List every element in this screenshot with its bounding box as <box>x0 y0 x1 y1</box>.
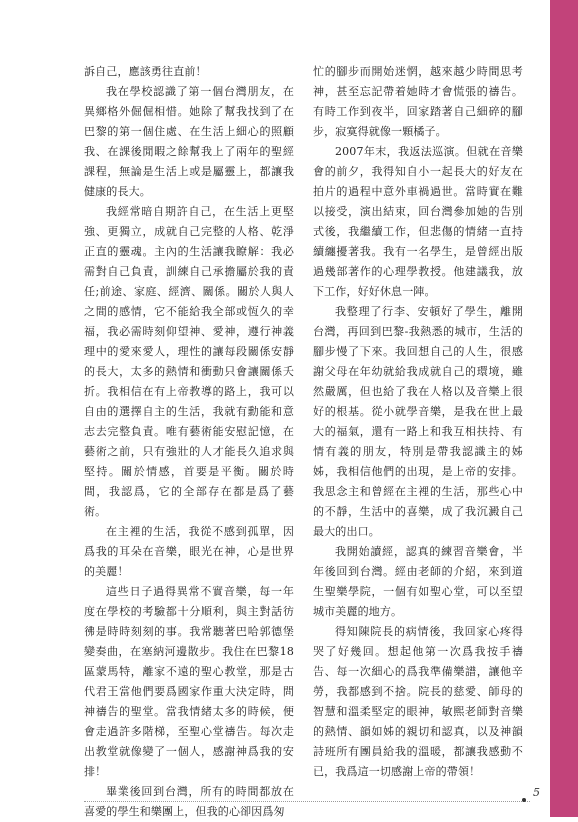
paragraph: 我整理了行李、安頓好了學生，離開台灣，再回到巴黎-我熱悉的城市，生活的腳步慢了下來。我回想自己的人生，很感謝父母在年幼就給我成就自己的環境，雖然嚴厲，但也給了我在人格以及音樂上很好的根基。從小就學音樂，是我在世上最大的福氣，還有一路上和我互相扶持、有情有義的朋友，特別是帶我認識主的姊姊，我相信他們的出現，是上帝的安排。我思念主和曾經在主裡的生活，那些心中的不靜，生活中的喜樂，成了我沉澱自己最大的出口。 <box>313 305 523 538</box>
paragraph: 在主裡的生活，我從不感到孤單，因爲我的耳朵在音樂，眼光在神，心是世界的美麗！ <box>84 525 294 578</box>
paragraph: 忙的腳步而開始迷惘，越來越少時間思考神，甚至忘記帶着她時才會慌張的禱告。有時工作到夜半，回家踏著自己細碎的腳步，寂寞得就像一顆橘子。 <box>313 65 523 138</box>
right-text-column <box>313 62 523 782</box>
page-number: 5 <box>533 786 540 799</box>
footer-divider <box>84 801 530 802</box>
paragraph: 畢業後回到台灣，所有的時間都放在喜愛的學生和樂團上，但我的心卻因爲匆 <box>84 785 294 818</box>
paragraph: 得知陳院長的病情後，我回家心疼得哭了好幾回。想起他第一次爲我按手禱告、每一次細心的爲我準備樂譜，讓他辛勞，我都感到不捨。院長的慈愛、師母的智慧和溫柔堅定的眼神，敏熙老師對音樂的熱情、韻如姊的親切和認真，以及神韻詩班所有團員給我的溫暖，都讓我感動不已，我爲這一切感謝上帝的帶領！ <box>313 625 523 778</box>
paragraph: 2007年末，我返法巡演。但就在音樂會的前夕，我得知自小一起長大的好友在拍片的過程中意外車禍過世。當時實在難以接受，演出結束，回台灣參加她的告別式後，我繼續工作，但悲傷的情緒一直持續纏擾著我。我有一名學生，是曾經出版過幾部著作的心理學教授。他建議我，放下工作，好好休息一陣。 <box>313 145 523 298</box>
left-text-column <box>84 62 294 822</box>
paragraph: 這些日子過得異常不實音樂，每一年度在學校的考驗都十分順利，與主對話彷彿是時時刻刻的事。我常聽著巴哈郭德堡變奏曲，在塞納河邊散步。我住在巴黎18區蒙馬特，離家不遠的聖心教堂，那是古代君王當他們要爲國家作重大決定時，問神禱告的聖堂。當我情緒太多的時候，便會走過許多階梯，至聖心堂禱告。每次走出教堂就像變了一個人，感謝神爲我的安排！ <box>84 585 294 778</box>
paragraph: 我開始讀經，認真的練習音樂會，半年後回到台灣。經由老師的介紹，來到道生聖樂學院，一個有如聖心堂，可以至望城市美麗的地方。 <box>313 545 523 618</box>
paragraph: 訴自己，應該勇往直前！ <box>84 65 207 78</box>
footer-bullet-icon <box>522 798 526 802</box>
decorative-side-stripe <box>550 0 578 817</box>
paragraph: 我在學校認識了第一個台灣朋友，在異鄉格外倔倔相惜。她除了幫我找到了在巴黎的第一個住處、在生活上細心的照顧我、在課後閒暇之餘幫我上了兩年的聖經課程，無論是生活上或是屬靈上，都讓我健康的長大。 <box>84 85 294 198</box>
paragraph: 我經常暗自期許自己，在生活上更堅強、更獨立，成就自己完整的人格、乾淨正直的靈魂。主內的生活讓我瞭解：我必需對自己負責，訓練自己承擔屬於我的責任;前途、家庭、經濟、關係。關於人與人之間的感情，它不能給我全部或恆久的幸福，我必需時刻仰望神、愛神，遵行神義理中的愛來愛人，理性的讓每段關係安靜的長大，太多的熱情和衝動只會讓關係夭折。我相信在有上帝教導的路上，我可以自由的選擇自主的生活，我就有勳能和意志去完整負責。唯有藝術能安慰記憶，在藝術之前，只有強壯的人才能長久追求與堅持。關於情感，首要是平衡。關於時間，我認爲，它的全部存在都是爲了藝術。 <box>84 205 294 518</box>
